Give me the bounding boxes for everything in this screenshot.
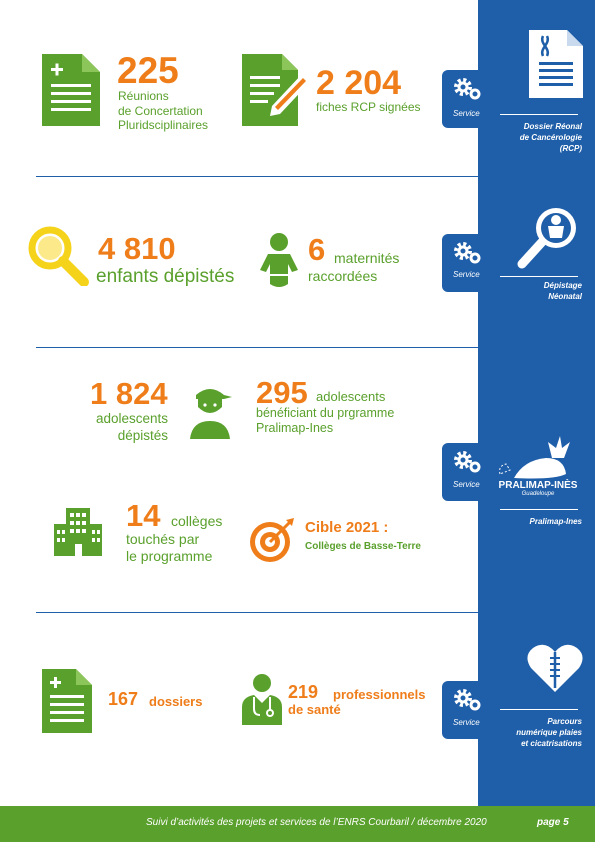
target-title: Cible 2021 : <box>305 519 389 536</box>
school-building-icon <box>52 506 104 558</box>
section-divider <box>36 612 578 613</box>
maternity-count: 6 <box>308 232 326 267</box>
baby-icon <box>258 232 300 290</box>
doctor-icon <box>242 673 282 725</box>
files-count: 167 <box>108 689 139 709</box>
teens-program-count: 295 <box>256 375 308 410</box>
healing-heart-icon <box>527 642 583 694</box>
professionals-word: professionnels <box>333 687 426 702</box>
section-divider <box>36 176 578 177</box>
rcp-meetings-label: Réunions de Concertation Pluridsciplinaires <box>118 89 209 132</box>
gears-icon <box>454 688 482 712</box>
footer-text: Suivi d’activités des projets et services de l’ENRS Courbaril / décembre 2020 <box>146 817 487 828</box>
teens-screened-label: adolescents dépistés <box>95 411 168 443</box>
service-tab-label: Service <box>453 270 480 279</box>
professionals-label: de santé <box>288 702 341 717</box>
professionals-count: 219 <box>288 682 319 702</box>
rcp-meetings-count: 225 <box>117 50 179 91</box>
service-underline <box>500 276 578 277</box>
service-name-pralimap: Pralimap-Ines <box>529 517 582 526</box>
gears-icon <box>454 77 482 101</box>
rcp-forms-count: 2 204 <box>316 64 402 102</box>
pralimap-logo-text: PRALIMAP-INÈS <box>498 480 578 491</box>
rcp-forms-label: fiches RCP signées <box>316 100 421 114</box>
service-name-plaies: Parcours numérique plaies et cicatrisations <box>516 717 582 748</box>
service-tab-label: Service <box>453 480 480 489</box>
target-subtitle: Collèges de Basse-Terre <box>305 541 421 552</box>
teens-program-word: adolescents <box>316 389 386 404</box>
section-divider <box>36 347 578 348</box>
schools-count: 14 <box>126 498 161 533</box>
service-underline <box>500 709 578 710</box>
document-add-icon <box>42 54 100 126</box>
service-name-rcp: Dossier Réonal de Cancérologie (RCP) <box>519 122 582 153</box>
teens-screened-count: 1 824 <box>90 376 168 411</box>
neonatal-screened-label: enfants dépistés <box>96 266 235 287</box>
page-number: page 5 <box>537 817 569 828</box>
teenager-icon <box>188 383 234 439</box>
schools-label: touchés par le programme <box>126 531 213 564</box>
teens-program-label: bénéficiant du prgramme Pralimap-Ines <box>256 406 395 435</box>
files-label: dossiers <box>149 694 203 709</box>
target-icon <box>248 516 296 564</box>
maternity-label: maternités <box>334 250 400 266</box>
service-name-neonatal: Dépistage Néonatal <box>543 281 582 301</box>
neonatal-screened-count: 4 810 <box>98 231 176 266</box>
baby-magnifier-icon <box>516 204 580 270</box>
gears-icon <box>454 241 482 265</box>
service-tab-label: Service <box>453 718 480 727</box>
magnifier-icon <box>28 226 90 286</box>
pralimap-logo-icon <box>494 434 580 484</box>
document-add-icon <box>42 669 92 733</box>
document-sign-icon <box>242 54 314 126</box>
gears-icon <box>454 450 482 474</box>
service-tab-label: Service <box>453 109 480 118</box>
pralimap-logo-sub: Guadeloupe <box>521 491 555 497</box>
medical-document-icon <box>529 30 583 98</box>
maternity-label-2: raccordées <box>308 268 378 284</box>
schools-word: collèges <box>171 513 223 529</box>
service-underline <box>500 114 578 115</box>
service-underline <box>500 509 578 510</box>
